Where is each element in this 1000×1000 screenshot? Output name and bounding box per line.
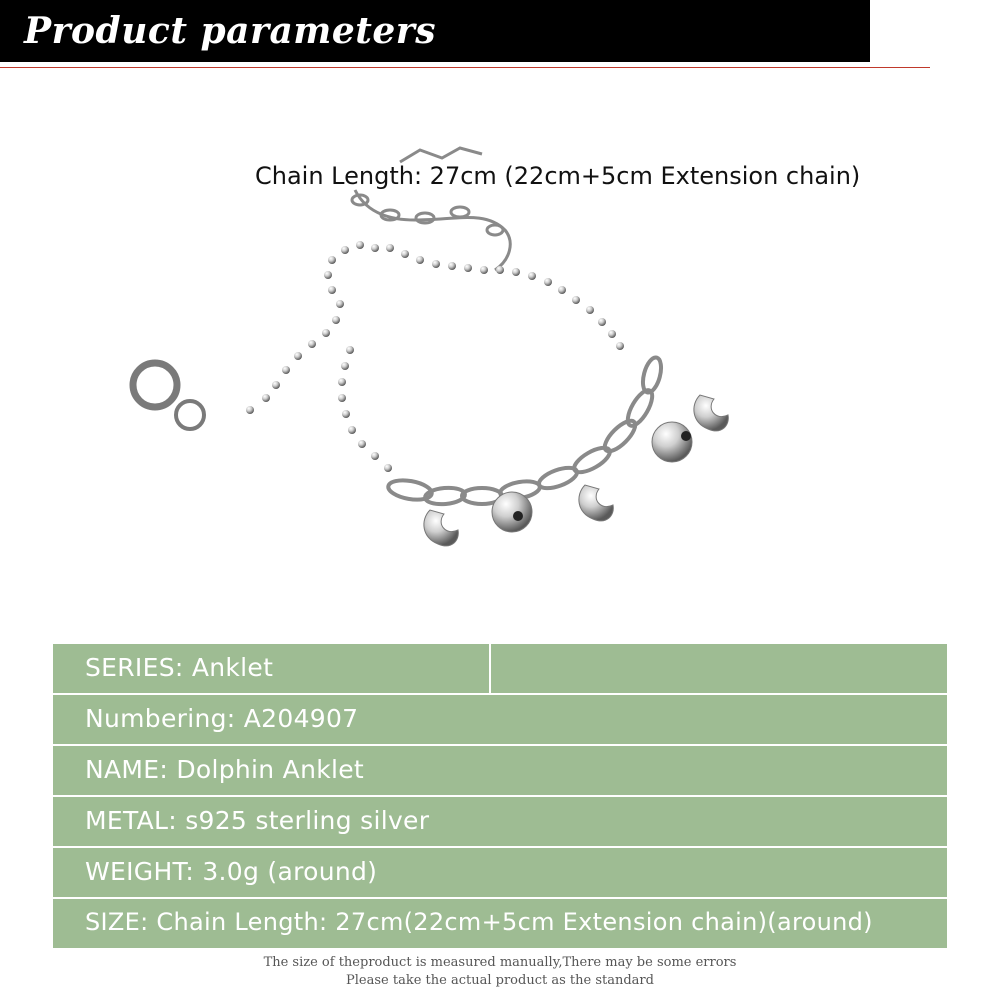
param-weight: WEIGHT: 3.0g (around) <box>85 857 378 886</box>
anklet-product-image <box>100 130 800 610</box>
param-row-size <box>53 899 947 948</box>
param-metal: METAL: s925 sterling silver <box>85 806 430 835</box>
param-row-series <box>53 644 947 693</box>
param-row-numbering <box>53 695 947 744</box>
footnote-line-1: The size of theproduct is measured manually,There may be some errors <box>263 955 737 970</box>
param-series: SERIES: Anklet <box>85 653 274 682</box>
header-divider <box>0 67 930 68</box>
header-title: Product parameters <box>24 10 437 52</box>
param-row-name <box>53 746 947 795</box>
param-row-weight <box>53 848 947 897</box>
row-divider <box>489 644 491 693</box>
chain-length-caption: Chain Length: 27cm (22cm+5cm Extension chain) <box>255 162 861 190</box>
param-name: NAME: Dolphin Anklet <box>85 755 365 784</box>
param-row-metal <box>53 797 947 846</box>
header-bar <box>0 0 870 62</box>
param-numbering: Numbering: A204907 <box>85 704 359 733</box>
footnote-line-2: Please take the actual product as the standard <box>346 973 654 988</box>
param-size: SIZE: Chain Length: 27cm(22cm+5cm Extension chain)(around) <box>85 908 873 936</box>
parameter-table <box>53 644 947 950</box>
